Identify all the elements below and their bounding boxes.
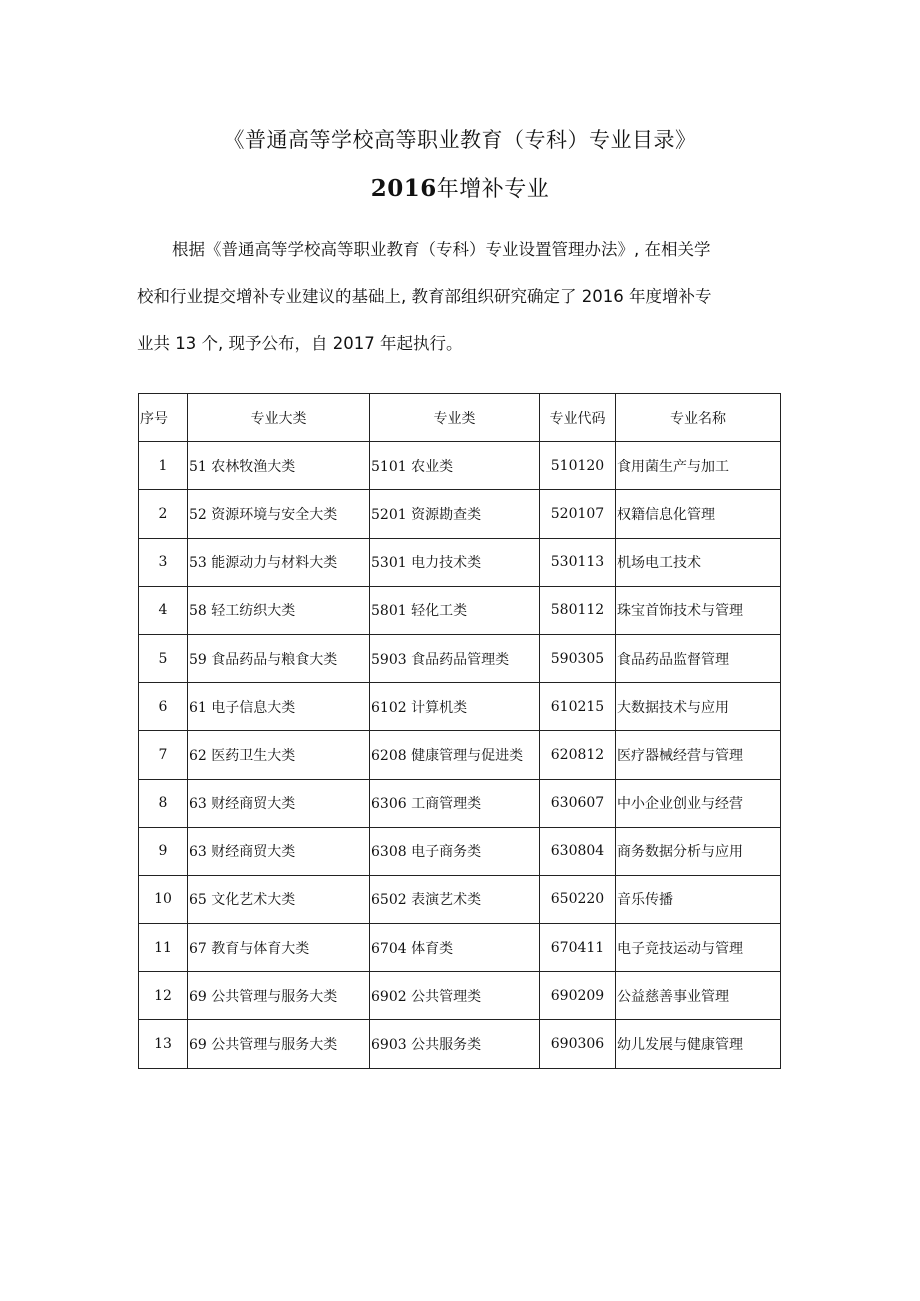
subtitle-year: 2016 bbox=[370, 175, 437, 202]
table-row bbox=[139, 683, 781, 731]
cell-class: 6308 电子商务类 bbox=[370, 827, 540, 875]
cell-category: 62 医药卫生大类 bbox=[188, 731, 370, 779]
intro-line: 业共 13 个, 现予公布，自 2017 年起执行。 bbox=[137, 334, 463, 353]
cell-category: 65 文化艺术大类 bbox=[188, 875, 370, 923]
cell-category: 69 公共管理与服务大类 bbox=[188, 972, 370, 1020]
cell-category: 61 电子信息大类 bbox=[188, 683, 370, 731]
header-seq: 序号 bbox=[139, 394, 188, 442]
table-row bbox=[139, 442, 781, 490]
cell-category: 51 农林牧渔大类 bbox=[188, 442, 370, 490]
cell-name: 音乐传播 bbox=[616, 875, 781, 923]
table-body bbox=[139, 442, 781, 1068]
cell-category: 59 食品药品与粮食大类 bbox=[188, 634, 370, 682]
cell-seq: 8 bbox=[139, 779, 188, 827]
cell-seq: 3 bbox=[139, 538, 188, 586]
cell-seq: 7 bbox=[139, 731, 188, 779]
table-row bbox=[139, 779, 781, 827]
cell-code: 620812 bbox=[540, 731, 616, 779]
intro-paragraph bbox=[137, 226, 782, 367]
cell-seq: 11 bbox=[139, 924, 188, 972]
cell-name: 幼儿发展与健康管理 bbox=[616, 1020, 781, 1068]
cell-category: 67 教育与体育大类 bbox=[188, 924, 370, 972]
cell-seq: 10 bbox=[139, 875, 188, 923]
cell-category: 58 轻工纺织大类 bbox=[188, 586, 370, 634]
cell-category: 63 财经商贸大类 bbox=[188, 779, 370, 827]
cell-code: 690306 bbox=[540, 1020, 616, 1068]
cell-code: 630607 bbox=[540, 779, 616, 827]
intro-line: 根据《普通高等学校高等职业教育（专科）专业设置管理办法》, 在相关学 bbox=[172, 240, 711, 259]
cell-class: 6102 计算机类 bbox=[370, 683, 540, 731]
cell-class: 6306 工商管理类 bbox=[370, 779, 540, 827]
cell-name: 食品药品监督管理 bbox=[616, 634, 781, 682]
cell-name: 公益慈善事业管理 bbox=[616, 972, 781, 1020]
cell-name: 中小企业创业与经营 bbox=[616, 779, 781, 827]
cell-code: 650220 bbox=[540, 875, 616, 923]
cell-name: 权籍信息化管理 bbox=[616, 490, 781, 538]
table-row bbox=[139, 731, 781, 779]
table-row bbox=[139, 972, 781, 1020]
cell-seq: 2 bbox=[139, 490, 188, 538]
cell-class: 5301 电力技术类 bbox=[370, 538, 540, 586]
cell-class: 6502 表演艺术类 bbox=[370, 875, 540, 923]
cell-seq: 4 bbox=[139, 586, 188, 634]
cell-name: 大数据技术与应用 bbox=[616, 683, 781, 731]
cell-seq: 5 bbox=[139, 634, 188, 682]
cell-category: 52 资源环境与安全大类 bbox=[188, 490, 370, 538]
cell-class: 5903 食品药品管理类 bbox=[370, 634, 540, 682]
cell-code: 590305 bbox=[540, 634, 616, 682]
cell-seq: 9 bbox=[139, 827, 188, 875]
cell-seq: 1 bbox=[139, 442, 188, 490]
cell-name: 商务数据分析与应用 bbox=[616, 827, 781, 875]
cell-code: 530113 bbox=[540, 538, 616, 586]
intro-line: 校和行业提交增补专业建议的基础上, 教育部组织研究确定了 2016 年度增补专 bbox=[137, 287, 712, 306]
table-row bbox=[139, 538, 781, 586]
document-title: 《普通高等学校高等职业教育（专科）专业目录》 bbox=[223, 128, 697, 152]
cell-class: 5101 农业类 bbox=[370, 442, 540, 490]
document-subtitle bbox=[0, 172, 920, 203]
cell-seq: 6 bbox=[139, 683, 188, 731]
header-name: 专业名称 bbox=[616, 394, 781, 442]
subtitle-text: 年增补专业 bbox=[436, 177, 550, 202]
cell-seq: 13 bbox=[139, 1020, 188, 1068]
table-row bbox=[139, 1020, 781, 1068]
table-header-row bbox=[139, 394, 781, 442]
cell-category: 69 公共管理与服务大类 bbox=[188, 1020, 370, 1068]
cell-class: 5801 轻化工类 bbox=[370, 586, 540, 634]
cell-code: 520107 bbox=[540, 490, 616, 538]
header-category: 专业大类 bbox=[188, 394, 370, 442]
header-class: 专业类 bbox=[370, 394, 540, 442]
cell-name: 食用菌生产与加工 bbox=[616, 442, 781, 490]
cell-name: 电子竞技运动与管理 bbox=[616, 924, 781, 972]
table-row bbox=[139, 586, 781, 634]
table-row bbox=[139, 875, 781, 923]
table-row bbox=[139, 634, 781, 682]
cell-name: 医疗器械经营与管理 bbox=[616, 731, 781, 779]
cell-class: 6208 健康管理与促进类 bbox=[370, 731, 540, 779]
cell-code: 670411 bbox=[540, 924, 616, 972]
cell-name: 珠宝首饰技术与管理 bbox=[616, 586, 781, 634]
cell-class: 6903 公共服务类 bbox=[370, 1020, 540, 1068]
cell-class: 5201 资源勘查类 bbox=[370, 490, 540, 538]
cell-name: 机场电工技术 bbox=[616, 538, 781, 586]
cell-class: 6902 公共管理类 bbox=[370, 972, 540, 1020]
cell-code: 690209 bbox=[540, 972, 616, 1020]
cell-code: 630804 bbox=[540, 827, 616, 875]
table-row bbox=[139, 490, 781, 538]
cell-seq: 12 bbox=[139, 972, 188, 1020]
major-table bbox=[138, 393, 781, 1069]
cell-category: 63 财经商贸大类 bbox=[188, 827, 370, 875]
table-row bbox=[139, 827, 781, 875]
table-row bbox=[139, 924, 781, 972]
cell-category: 53 能源动力与材料大类 bbox=[188, 538, 370, 586]
cell-code: 580112 bbox=[540, 586, 616, 634]
cell-code: 510120 bbox=[540, 442, 616, 490]
cell-class: 6704 体育类 bbox=[370, 924, 540, 972]
header-code: 专业代码 bbox=[540, 394, 616, 442]
cell-code: 610215 bbox=[540, 683, 616, 731]
